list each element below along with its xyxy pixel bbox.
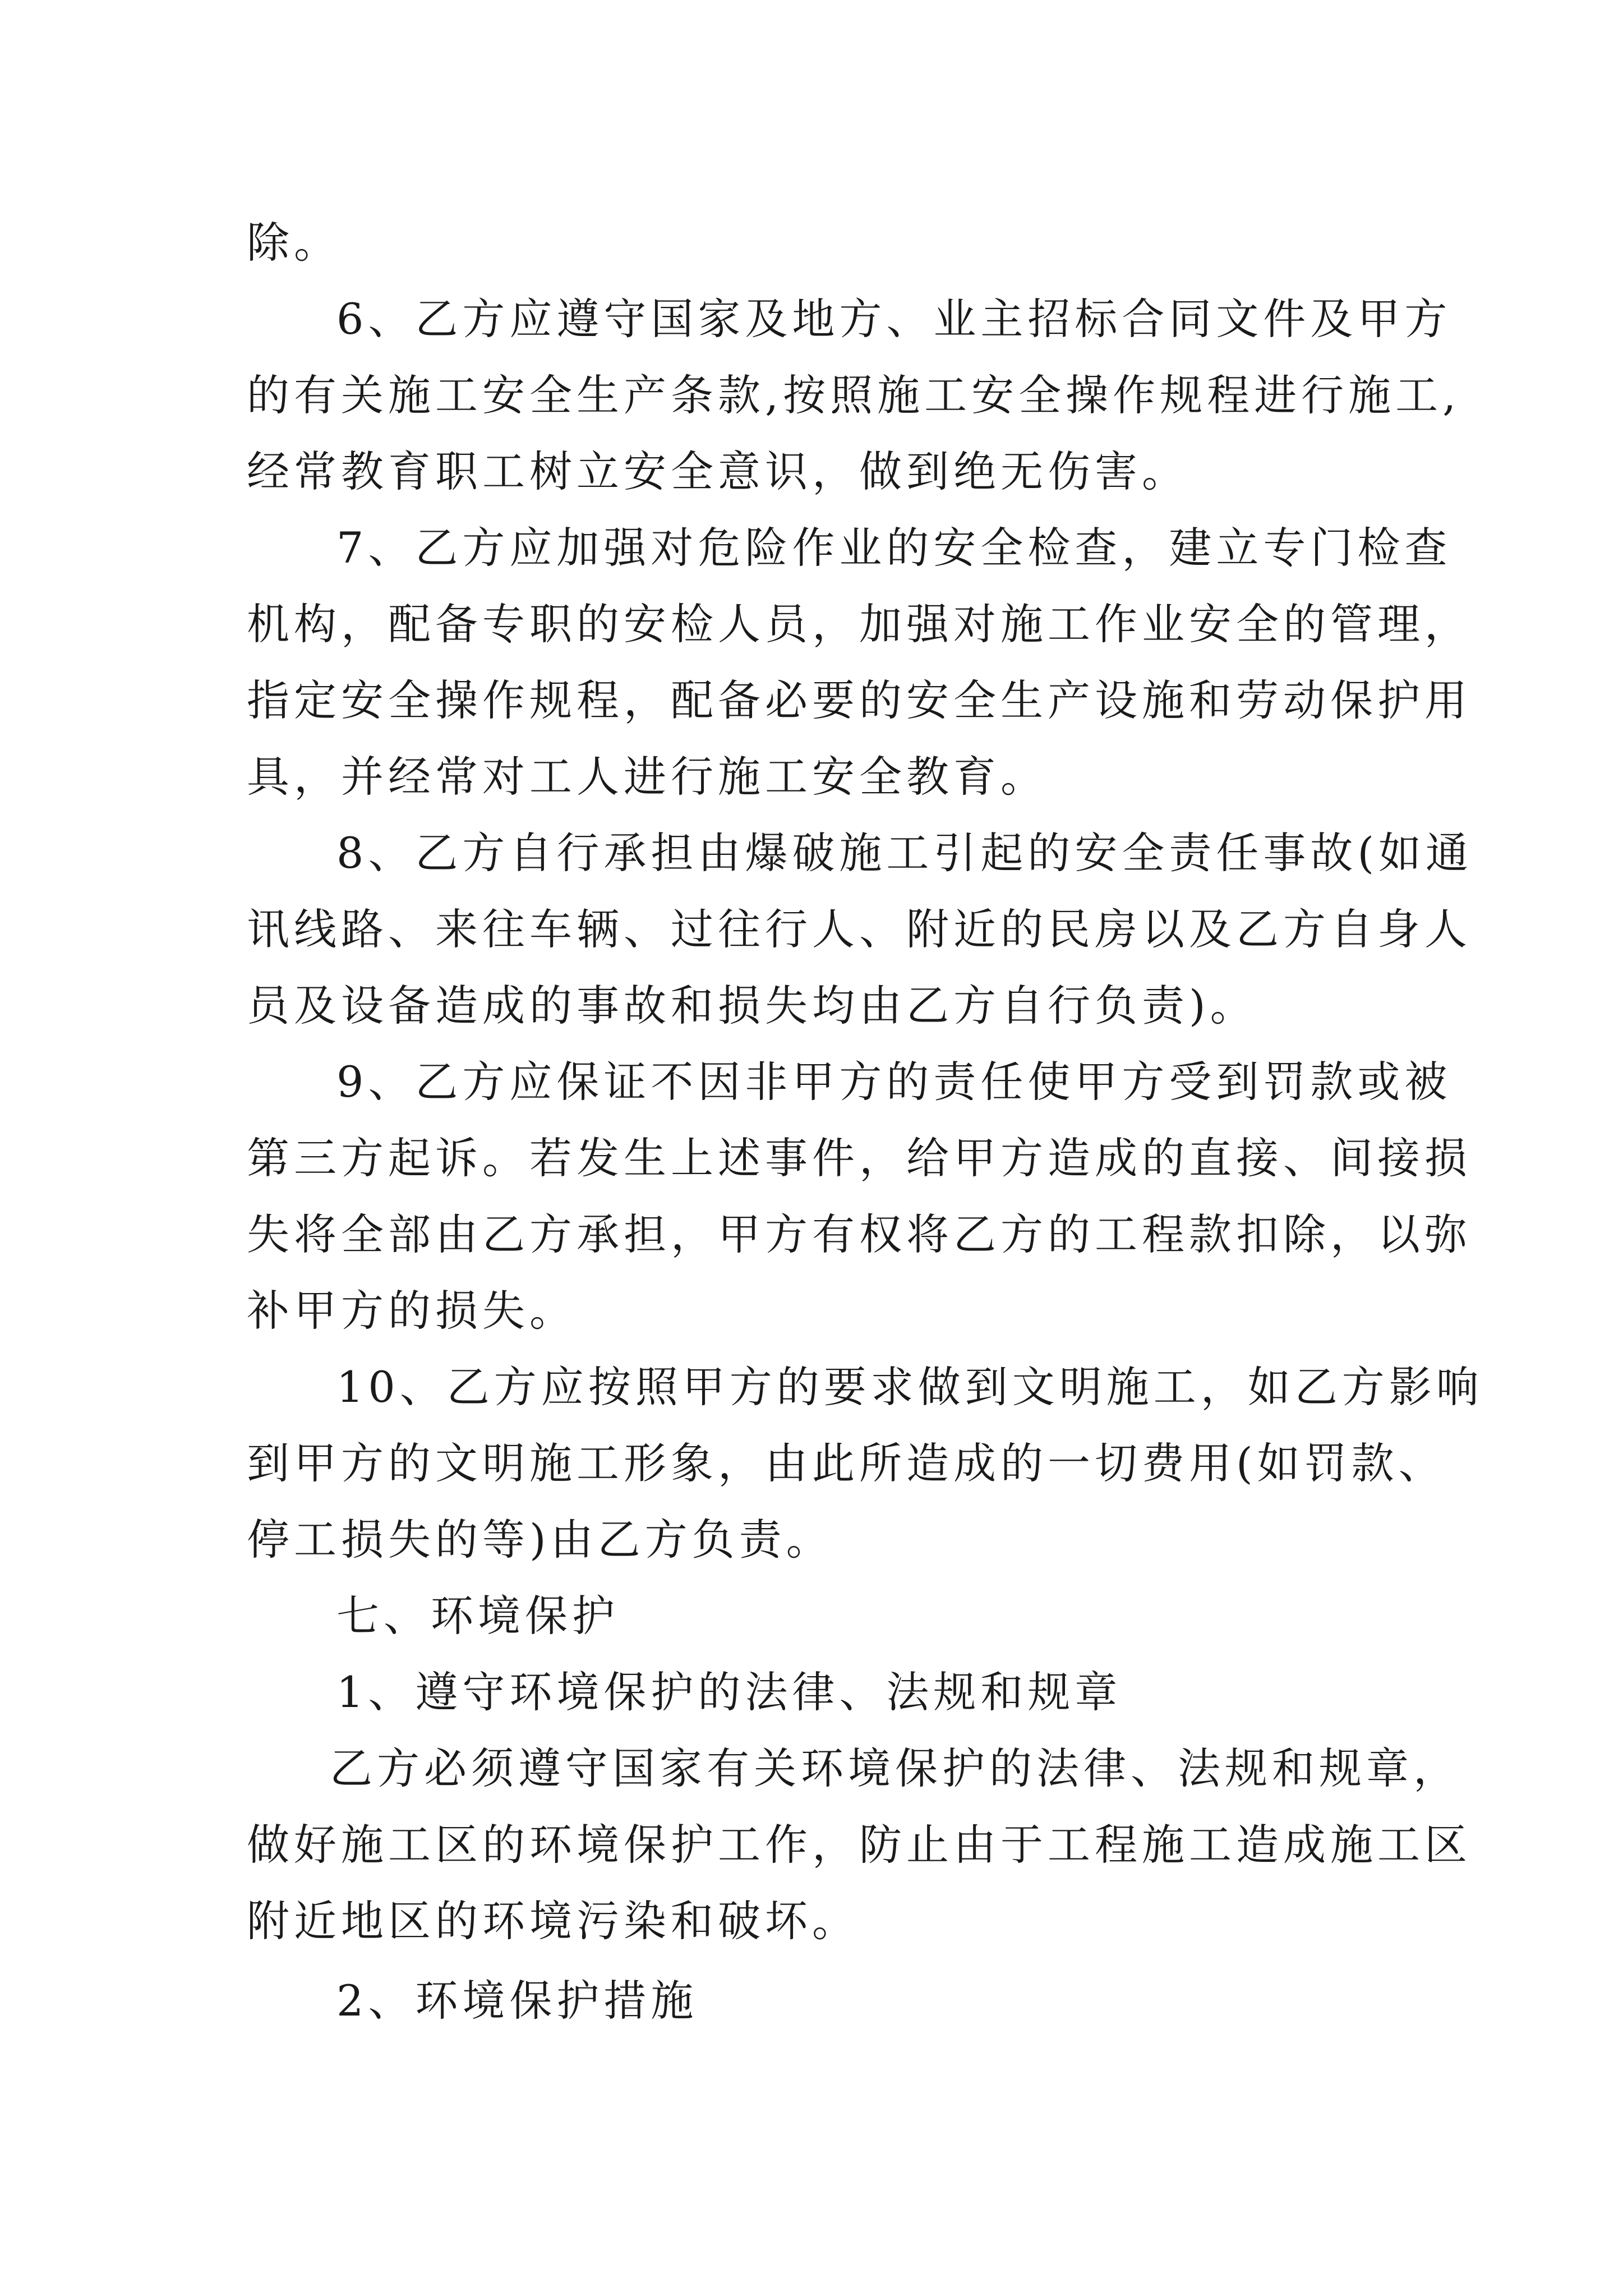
subheading-1 <box>247 1654 1424 1731</box>
text-line: 做好施工区的环境保护工作，防止由于工程施工造成施工区 <box>247 1820 1472 1870</box>
section-heading: 七、环境保护 <box>336 1591 619 1641</box>
paragraph-item-6 <box>247 281 1461 510</box>
paragraph-environment-law <box>247 1731 1472 1959</box>
text-line: 10、乙方应按照甲方的要求做到文明施工，如乙方影响 <box>336 1362 1483 1412</box>
text-line: 除。 <box>247 218 341 268</box>
subheading: 1、遵守环境保护的法律、法规和规章 <box>336 1667 1122 1717</box>
text-line: 6、乙方应遵守国家及地方、业主招标合同文件及甲方 <box>336 294 1452 344</box>
paragraph-item-10 <box>247 1349 1483 1578</box>
paragraph-continuation <box>247 205 1424 281</box>
text-line: 9、乙方应保证不因非甲方的责任使甲方受到罚款或被 <box>336 1057 1452 1107</box>
text-line: 7、乙方应加强对危险作业的安全检查，建立专门检查 <box>336 523 1452 573</box>
document-body <box>247 205 1483 2039</box>
text-line: 乙方必须遵守国家有关环境保护的法律、法规和规章， <box>330 1743 1460 1793</box>
text-line: 讯线路、来往车辆、过往行人、附近的民房以及乙方自身人 <box>247 904 1472 954</box>
text-line: 第三方起诉。若发生上述事件，给甲方造成的直接、间接损 <box>247 1133 1472 1183</box>
text-line: 停工损失的等)由乙方负责。 <box>247 1515 833 1565</box>
text-line: 员及设备造成的事故和损失均由乙方自行负责)。 <box>247 981 1257 1030</box>
text-line: 附近地区的环境污染和破坏。 <box>247 1896 859 1946</box>
paragraph-item-7 <box>247 510 1472 815</box>
paragraph-item-8 <box>247 815 1473 1044</box>
text-line: 失将全部由乙方承担，甲方有权将乙方的工程款扣除，以弥 <box>247 1209 1472 1259</box>
section-heading-environment <box>247 1578 1424 1654</box>
subheading-2 <box>247 1963 1424 2039</box>
text-line: 的有关施工安全生产条款,按照施工安全操作规程进行施工, <box>247 370 1461 420</box>
paragraph-item-9 <box>247 1044 1472 1349</box>
text-line: 到甲方的文明施工形象，由此所造成的一切费用(如罚款、 <box>247 1438 1446 1488</box>
text-line: 8、乙方自行承担由爆破施工引起的安全责任事故(如通 <box>336 828 1473 878</box>
text-line: 补甲方的损失。 <box>247 1286 577 1336</box>
text-line: 指定安全操作规程，配备必要的安全生产设施和劳动保护用 <box>247 675 1472 725</box>
text-line: 具，并经常对工人进行施工安全教育。 <box>247 752 1048 802</box>
text-line: 机构，配备专职的安检人员，加强对施工作业安全的管理， <box>247 599 1472 649</box>
text-line: 经常教育职工树立安全意识，做到绝无伤害。 <box>247 447 1189 496</box>
subheading: 2、环境保护措施 <box>336 1976 698 2026</box>
